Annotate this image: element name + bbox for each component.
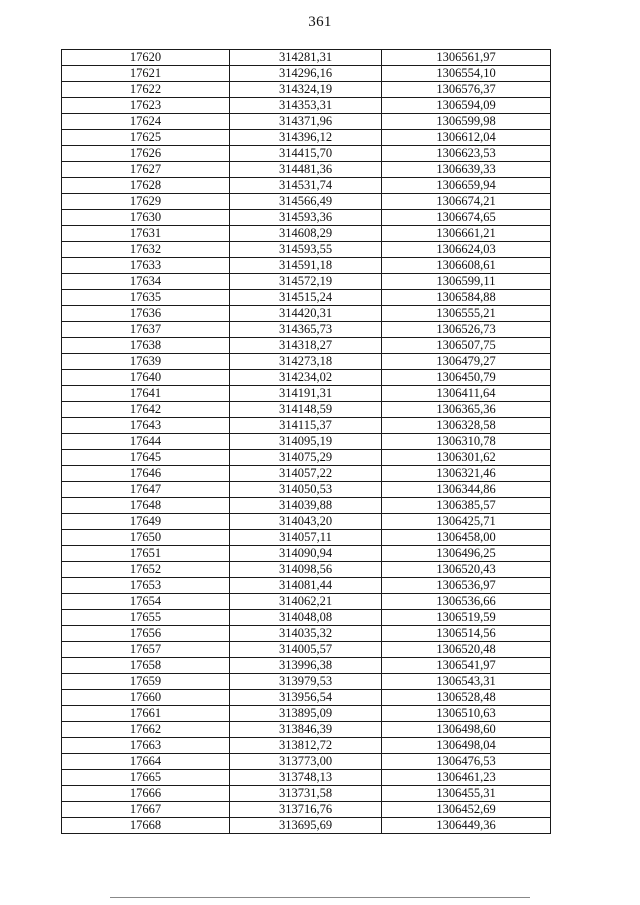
y-coordinate-cell: 1306555,21 (382, 306, 551, 322)
y-coordinate-cell: 1306536,97 (382, 578, 551, 594)
y-coordinate-cell: 1306519,59 (382, 610, 551, 626)
table-row (62, 498, 551, 514)
point-number-cell: 17640 (62, 370, 230, 386)
table-row (62, 802, 551, 818)
y-coordinate-cell: 1306623,53 (382, 146, 551, 162)
point-number-cell: 17623 (62, 98, 230, 114)
x-coordinate-cell: 314572,19 (230, 274, 382, 290)
x-coordinate-cell: 314039,88 (230, 498, 382, 514)
point-number-cell: 17630 (62, 210, 230, 226)
x-coordinate-cell: 314057,11 (230, 530, 382, 546)
point-number-cell: 17632 (62, 242, 230, 258)
y-coordinate-cell: 1306674,21 (382, 194, 551, 210)
table-row (62, 466, 551, 482)
y-coordinate-cell: 1306301,62 (382, 450, 551, 466)
table-row (62, 162, 551, 178)
point-number-cell: 17651 (62, 546, 230, 562)
point-number-cell: 17656 (62, 626, 230, 642)
x-coordinate-cell: 314591,18 (230, 258, 382, 274)
point-number-cell: 17638 (62, 338, 230, 354)
x-coordinate-cell: 314371,96 (230, 114, 382, 130)
x-coordinate-cell: 314057,22 (230, 466, 382, 482)
point-number-cell: 17621 (62, 66, 230, 82)
table-row (62, 370, 551, 386)
point-number-cell: 17624 (62, 114, 230, 130)
y-coordinate-cell: 1306450,79 (382, 370, 551, 386)
table-row (62, 562, 551, 578)
y-coordinate-cell: 1306576,37 (382, 82, 551, 98)
x-coordinate-cell: 314095,19 (230, 434, 382, 450)
point-number-cell: 17639 (62, 354, 230, 370)
x-coordinate-cell: 314531,74 (230, 178, 382, 194)
x-coordinate-cell: 314318,27 (230, 338, 382, 354)
x-coordinate-cell: 314515,24 (230, 290, 382, 306)
table-row (62, 258, 551, 274)
y-coordinate-cell: 1306543,31 (382, 674, 551, 690)
y-coordinate-cell: 1306528,48 (382, 690, 551, 706)
point-number-cell: 17661 (62, 706, 230, 722)
y-coordinate-cell: 1306507,75 (382, 338, 551, 354)
x-coordinate-cell: 314050,53 (230, 482, 382, 498)
table-row (62, 450, 551, 466)
table-row (62, 530, 551, 546)
table-row (62, 226, 551, 242)
x-coordinate-cell: 313695,69 (230, 818, 382, 834)
table-row (62, 130, 551, 146)
point-number-cell: 17645 (62, 450, 230, 466)
x-coordinate-cell: 313895,09 (230, 706, 382, 722)
y-coordinate-cell: 1306344,86 (382, 482, 551, 498)
y-coordinate-cell: 1306321,46 (382, 466, 551, 482)
y-coordinate-cell: 1306599,98 (382, 114, 551, 130)
point-number-cell: 17652 (62, 562, 230, 578)
point-number-cell: 17634 (62, 274, 230, 290)
x-coordinate-cell: 313996,38 (230, 658, 382, 674)
table-row (62, 242, 551, 258)
point-number-cell: 17622 (62, 82, 230, 98)
y-coordinate-cell: 1306461,23 (382, 770, 551, 786)
point-number-cell: 17641 (62, 386, 230, 402)
x-coordinate-cell: 314365,73 (230, 322, 382, 338)
y-coordinate-cell: 1306594,09 (382, 98, 551, 114)
y-coordinate-cell: 1306498,04 (382, 738, 551, 754)
point-number-cell: 17643 (62, 418, 230, 434)
table-row (62, 402, 551, 418)
table-row (62, 738, 551, 754)
table-row (62, 50, 551, 66)
point-number-cell: 17660 (62, 690, 230, 706)
point-number-cell: 17655 (62, 610, 230, 626)
x-coordinate-cell: 314396,12 (230, 130, 382, 146)
y-coordinate-cell: 1306608,61 (382, 258, 551, 274)
point-number-cell: 17653 (62, 578, 230, 594)
y-coordinate-cell: 1306526,73 (382, 322, 551, 338)
x-coordinate-cell: 314234,02 (230, 370, 382, 386)
x-coordinate-cell: 313731,58 (230, 786, 382, 802)
table-row (62, 178, 551, 194)
x-coordinate-cell: 314566,49 (230, 194, 382, 210)
x-coordinate-cell: 314415,70 (230, 146, 382, 162)
point-number-cell: 17629 (62, 194, 230, 210)
page-number: 361 (308, 14, 332, 30)
table-row (62, 418, 551, 434)
y-coordinate-cell: 1306328,58 (382, 418, 551, 434)
point-number-cell: 17647 (62, 482, 230, 498)
table-row (62, 146, 551, 162)
point-number-cell: 17625 (62, 130, 230, 146)
y-coordinate-cell: 1306599,11 (382, 274, 551, 290)
table-row (62, 770, 551, 786)
point-number-cell: 17646 (62, 466, 230, 482)
point-number-cell: 17668 (62, 818, 230, 834)
table-row (62, 482, 551, 498)
coordinates-table (61, 49, 551, 834)
y-coordinate-cell: 1306458,00 (382, 530, 551, 546)
coordinates-table-body (62, 50, 551, 834)
point-number-cell: 17659 (62, 674, 230, 690)
y-coordinate-cell: 1306612,04 (382, 130, 551, 146)
point-number-cell: 17627 (62, 162, 230, 178)
table-row (62, 514, 551, 530)
x-coordinate-cell: 314593,36 (230, 210, 382, 226)
table-row (62, 642, 551, 658)
x-coordinate-cell: 314353,31 (230, 98, 382, 114)
y-coordinate-cell: 1306661,21 (382, 226, 551, 242)
x-coordinate-cell: 314005,57 (230, 642, 382, 658)
y-coordinate-cell: 1306520,48 (382, 642, 551, 658)
x-coordinate-cell: 314191,31 (230, 386, 382, 402)
x-coordinate-cell: 313716,76 (230, 802, 382, 818)
y-coordinate-cell: 1306536,66 (382, 594, 551, 610)
x-coordinate-cell: 313979,53 (230, 674, 382, 690)
x-coordinate-cell: 314043,20 (230, 514, 382, 530)
x-coordinate-cell: 314148,59 (230, 402, 382, 418)
y-coordinate-cell: 1306425,71 (382, 514, 551, 530)
y-coordinate-cell: 1306496,25 (382, 546, 551, 562)
x-coordinate-cell: 314281,31 (230, 50, 382, 66)
table-row (62, 722, 551, 738)
x-coordinate-cell: 314296,16 (230, 66, 382, 82)
x-coordinate-cell: 314481,36 (230, 162, 382, 178)
y-coordinate-cell: 1306659,94 (382, 178, 551, 194)
point-number-cell: 17662 (62, 722, 230, 738)
x-coordinate-cell: 313956,54 (230, 690, 382, 706)
y-coordinate-cell: 1306554,10 (382, 66, 551, 82)
table-row (62, 434, 551, 450)
point-number-cell: 17657 (62, 642, 230, 658)
point-number-cell: 17644 (62, 434, 230, 450)
y-coordinate-cell: 1306584,88 (382, 290, 551, 306)
table-row (62, 290, 551, 306)
x-coordinate-cell: 314593,55 (230, 242, 382, 258)
bottom-rule (110, 897, 530, 898)
point-number-cell: 17667 (62, 802, 230, 818)
x-coordinate-cell: 314090,94 (230, 546, 382, 562)
x-coordinate-cell: 314608,29 (230, 226, 382, 242)
point-number-cell: 17658 (62, 658, 230, 674)
y-coordinate-cell: 1306455,31 (382, 786, 551, 802)
x-coordinate-cell: 314081,44 (230, 578, 382, 594)
y-coordinate-cell: 1306365,36 (382, 402, 551, 418)
table-row (62, 322, 551, 338)
point-number-cell: 17642 (62, 402, 230, 418)
y-coordinate-cell: 1306479,27 (382, 354, 551, 370)
y-coordinate-cell: 1306514,56 (382, 626, 551, 642)
table-row (62, 690, 551, 706)
y-coordinate-cell: 1306674,65 (382, 210, 551, 226)
table-row (62, 98, 551, 114)
table-row (62, 114, 551, 130)
table-row (62, 818, 551, 834)
table-row (62, 386, 551, 402)
y-coordinate-cell: 1306449,36 (382, 818, 551, 834)
table-row (62, 354, 551, 370)
y-coordinate-cell: 1306476,53 (382, 754, 551, 770)
point-number-cell: 17628 (62, 178, 230, 194)
y-coordinate-cell: 1306561,97 (382, 50, 551, 66)
x-coordinate-cell: 313846,39 (230, 722, 382, 738)
y-coordinate-cell: 1306624,03 (382, 242, 551, 258)
table-row (62, 658, 551, 674)
x-coordinate-cell: 314062,21 (230, 594, 382, 610)
table-row (62, 626, 551, 642)
point-number-cell: 17666 (62, 786, 230, 802)
point-number-cell: 17649 (62, 514, 230, 530)
y-coordinate-cell: 1306639,33 (382, 162, 551, 178)
point-number-cell: 17664 (62, 754, 230, 770)
table-row (62, 210, 551, 226)
y-coordinate-cell: 1306310,78 (382, 434, 551, 450)
x-coordinate-cell: 313812,72 (230, 738, 382, 754)
y-coordinate-cell: 1306541,97 (382, 658, 551, 674)
table-row (62, 754, 551, 770)
table-row (62, 338, 551, 354)
point-number-cell: 17636 (62, 306, 230, 322)
x-coordinate-cell: 313748,13 (230, 770, 382, 786)
x-coordinate-cell: 314324,19 (230, 82, 382, 98)
point-number-cell: 17637 (62, 322, 230, 338)
y-coordinate-cell: 1306510,63 (382, 706, 551, 722)
table-row (62, 66, 551, 82)
y-coordinate-cell: 1306498,60 (382, 722, 551, 738)
table-row (62, 306, 551, 322)
x-coordinate-cell: 314098,56 (230, 562, 382, 578)
y-coordinate-cell: 1306411,64 (382, 386, 551, 402)
table-row (62, 194, 551, 210)
point-number-cell: 17663 (62, 738, 230, 754)
x-coordinate-cell: 314273,18 (230, 354, 382, 370)
x-coordinate-cell: 314035,32 (230, 626, 382, 642)
point-number-cell: 17620 (62, 50, 230, 66)
x-coordinate-cell: 314420,31 (230, 306, 382, 322)
point-number-cell: 17648 (62, 498, 230, 514)
table-row (62, 578, 551, 594)
point-number-cell: 17654 (62, 594, 230, 610)
table-row (62, 594, 551, 610)
point-number-cell: 17633 (62, 258, 230, 274)
table-row (62, 274, 551, 290)
table-row (62, 786, 551, 802)
x-coordinate-cell: 314075,29 (230, 450, 382, 466)
table-row (62, 546, 551, 562)
table-row (62, 674, 551, 690)
x-coordinate-cell: 313773,00 (230, 754, 382, 770)
x-coordinate-cell: 314048,08 (230, 610, 382, 626)
point-number-cell: 17631 (62, 226, 230, 242)
y-coordinate-cell: 1306452,69 (382, 802, 551, 818)
point-number-cell: 17626 (62, 146, 230, 162)
table-row (62, 706, 551, 722)
point-number-cell: 17635 (62, 290, 230, 306)
table-row (62, 610, 551, 626)
table-row (62, 82, 551, 98)
y-coordinate-cell: 1306385,57 (382, 498, 551, 514)
x-coordinate-cell: 314115,37 (230, 418, 382, 434)
point-number-cell: 17650 (62, 530, 230, 546)
point-number-cell: 17665 (62, 770, 230, 786)
y-coordinate-cell: 1306520,43 (382, 562, 551, 578)
